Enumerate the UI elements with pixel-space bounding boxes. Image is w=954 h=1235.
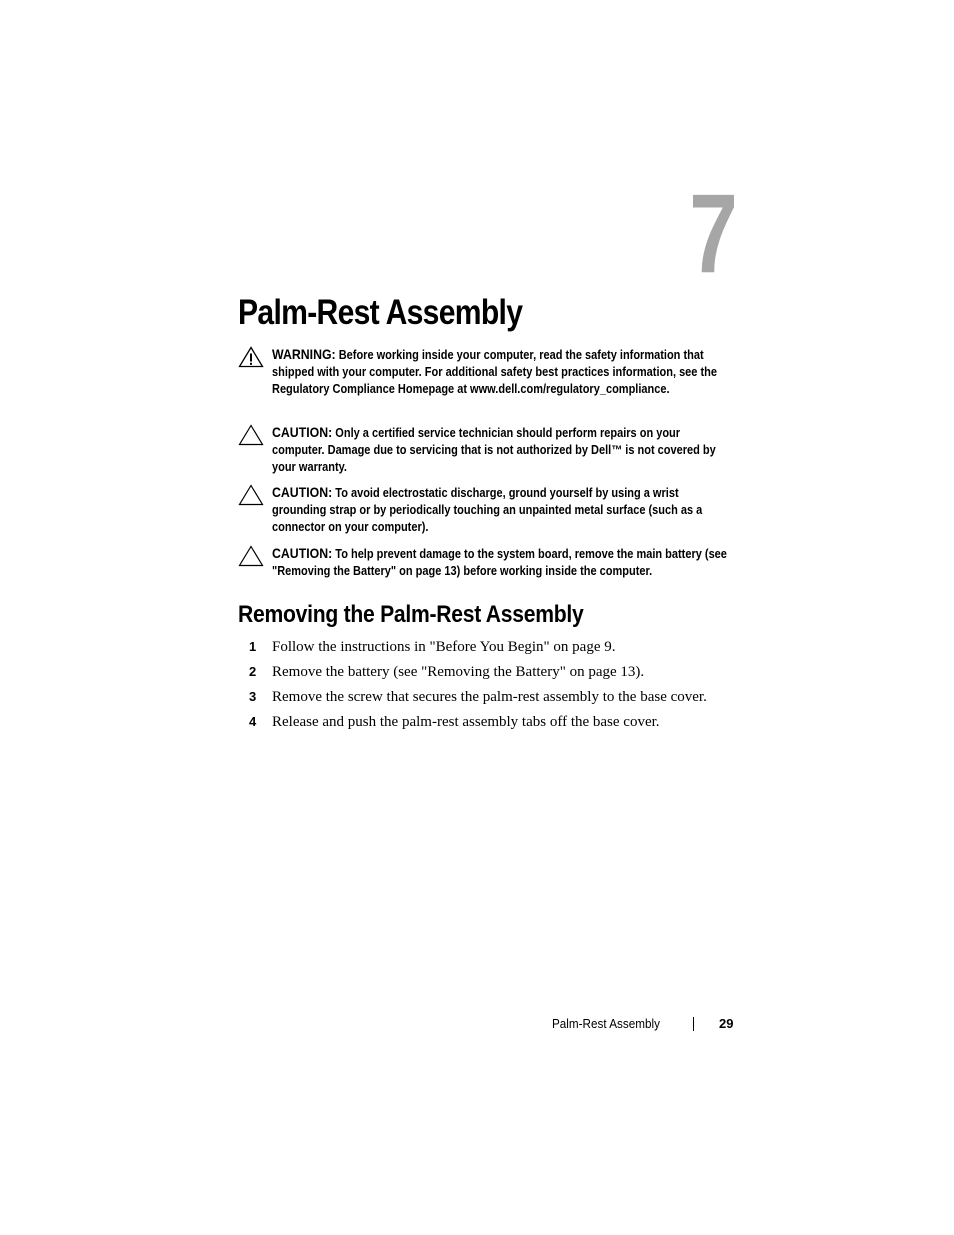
footer-separator xyxy=(693,1017,694,1031)
step-item xyxy=(238,636,738,661)
caution-body: To help prevent damage to the system board, remove the main battery (see "Removing the Battery" on page 13) before working inside the computer. xyxy=(272,547,727,578)
caution-text xyxy=(272,484,730,536)
step-text: Remove the screw that secures the palm-rest assembly to the base cover. xyxy=(272,689,707,705)
step-text: Follow the instructions in "Before You Begin" on page 9. xyxy=(272,639,616,655)
caution-label: CAUTION: xyxy=(272,424,333,440)
step-number: 4 xyxy=(249,714,257,729)
caution-triangle-icon xyxy=(238,484,264,506)
caution-text xyxy=(272,545,730,580)
section-heading: Removing the Palm-Rest Assembly xyxy=(238,601,584,628)
caution-body: Only a certified service technician should perform repairs on your computer. Damage due to servicing that is not authorized by Dell™ is not covered by your warranty. xyxy=(272,426,716,474)
caution-body: To avoid electrostatic discharge, ground yourself by using a wrist grounding strap or by periodically touching an unpainted metal surface (such as a connector on your computer). xyxy=(272,486,703,534)
caution-label: CAUTION: xyxy=(272,545,333,561)
step-number: 2 xyxy=(249,664,257,679)
caution-text xyxy=(272,424,730,476)
warning-label: WARNING: xyxy=(272,346,336,362)
warning-triangle-icon xyxy=(238,346,264,368)
warning-body: Before working inside your computer, read the safety information that shipped with your computer. For additional safety best practices information, see the Regulatory Compliance Homepage at www.dell.com/regulatory_compliance. xyxy=(272,348,717,396)
warning-text xyxy=(272,346,730,398)
page-number: 29 xyxy=(719,1016,734,1031)
caution-triangle-icon xyxy=(238,545,264,567)
step-number: 1 xyxy=(249,639,257,654)
caution-triangle-icon xyxy=(238,424,264,446)
step-item xyxy=(238,711,738,736)
step-text: Release and push the palm-rest assembly tabs off the base cover. xyxy=(272,714,660,730)
procedure-steps xyxy=(238,636,738,736)
step-item xyxy=(238,686,738,711)
chapter-title: Palm-Rest Assembly xyxy=(238,293,523,332)
step-number: 3 xyxy=(249,689,257,704)
chapter-number: 7 xyxy=(688,171,736,296)
step-text: Remove the battery (see "Removing the Battery" on page 13). xyxy=(272,664,645,680)
footer-title: Palm-Rest Assembly xyxy=(552,1016,660,1031)
caution-label: CAUTION: xyxy=(272,484,333,500)
step-item xyxy=(238,661,738,686)
